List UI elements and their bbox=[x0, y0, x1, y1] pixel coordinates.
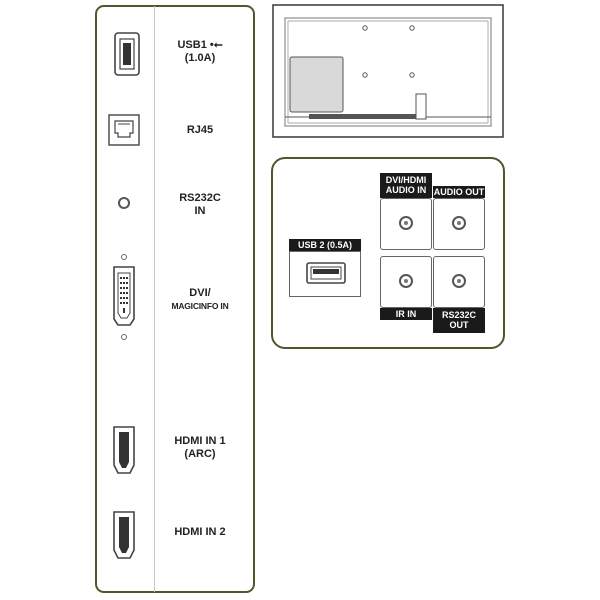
rs232c-jack-icon bbox=[119, 198, 129, 208]
hdmi-in-2-label: HDMI IN 2 bbox=[174, 526, 226, 538]
dvi-hdmi-audio-in-label: DVI/HDMI AUDIO IN bbox=[380, 173, 432, 198]
audio-jack-icon bbox=[399, 216, 413, 230]
rear-view-diagram bbox=[272, 4, 504, 138]
audio-jack-icon bbox=[399, 274, 413, 288]
dvi-port-icon bbox=[114, 255, 134, 340]
audio-jack-icon bbox=[452, 216, 466, 230]
usb-port-icon bbox=[290, 252, 360, 296]
audio-out-label: AUDIO OUT bbox=[433, 187, 485, 197]
usb-port-icon bbox=[115, 33, 139, 75]
usb2-label: USB 2 (0.5A) bbox=[289, 239, 361, 251]
usb1-label: USB1 •⭠ (1.0A) bbox=[177, 39, 223, 64]
rs232c-out-label: RS232C OUT bbox=[433, 308, 485, 333]
rs232c-in-label: RS232C IN bbox=[179, 192, 221, 217]
side-port-icons bbox=[95, 5, 157, 593]
audio-out-jack bbox=[433, 198, 485, 250]
rj45-port-icon bbox=[109, 115, 139, 145]
rj45-label: RJ45 bbox=[186, 124, 214, 136]
rs232c-out-jack bbox=[433, 256, 485, 308]
audio-jack-icon bbox=[452, 274, 466, 288]
dvi-hdmi-audio-in-jack bbox=[380, 198, 432, 250]
ir-in-label: IR IN bbox=[380, 308, 432, 320]
hdmi-port-icon bbox=[114, 512, 134, 558]
ir-in-jack bbox=[380, 256, 432, 308]
hdmi-in-1-label: HDMI IN 1 (ARC) bbox=[174, 435, 226, 460]
dvi-magicinfo-label: DVI/ MAGICINFO IN bbox=[171, 287, 229, 311]
bottom-terminal-marker bbox=[416, 94, 426, 119]
side-terminal-highlight bbox=[290, 57, 343, 112]
usb2-port-box bbox=[289, 251, 361, 297]
hdmi-port-icon bbox=[114, 427, 134, 473]
